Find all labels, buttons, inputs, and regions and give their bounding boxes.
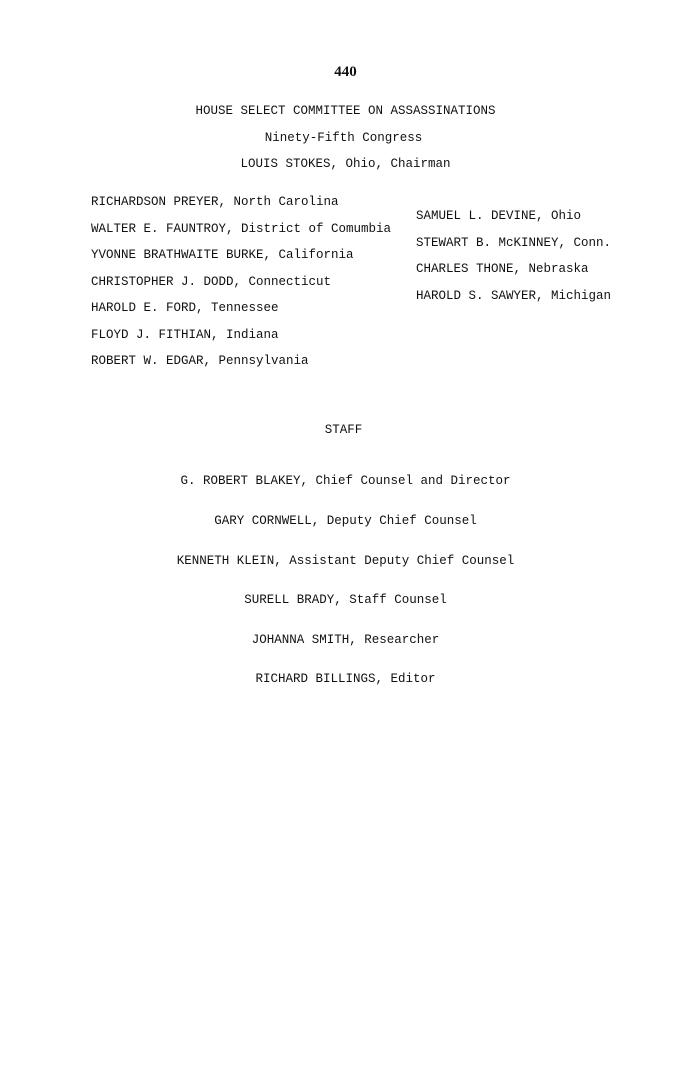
staff-line: RICHARD BILLINGS, Editor	[255, 672, 436, 687]
staff-line: GARY CORNWELL, Deputy Chief Counsel	[214, 514, 477, 529]
page-number: 440	[334, 64, 357, 80]
member-left-4: CHRISTOPHER J. DODD, Connecticut	[91, 275, 332, 289]
member-right-4: HAROLD S. SAWYER, Michigan	[416, 289, 612, 303]
member-left-3: YVONNE BRATHWAITE BURKE, California	[91, 248, 354, 262]
chairman-line: LOUIS STOKES, Ohio, Chairman	[240, 157, 451, 171]
member-left-6: FLOYD J. FITHIAN, Indiana	[91, 328, 279, 342]
member-left-1: RICHARDSON PREYER, North Carolina	[91, 195, 339, 209]
staff-heading: STAFF	[324, 423, 363, 437]
staff-line: SURELL BRADY, Staff Counsel	[244, 593, 447, 608]
staff-line: G. ROBERT BLAKEY, Chief Counsel and Director	[180, 474, 511, 489]
member-right-1: SAMUEL L. DEVINE, Ohio	[416, 209, 582, 223]
member-right-3: CHARLES THONE, Nebraska	[416, 262, 589, 276]
member-right-2: STEWART B. McKINNEY, Conn.	[416, 236, 612, 250]
member-left-2: WALTER E. FAUNTROY, District of Comumbia	[91, 222, 392, 236]
staff-line: KENNETH KLEIN, Assistant Deputy Chief Counsel	[176, 553, 515, 568]
committee-title: HOUSE SELECT COMMITTEE ON ASSASSINATIONS	[195, 104, 496, 118]
member-left-5: HAROLD E. FORD, Tennessee	[91, 301, 279, 315]
staff-list	[0, 449, 691, 700]
staff-line: JOHANNA SMITH, Researcher	[251, 632, 440, 647]
member-left-7: ROBERT W. EDGAR, Pennsylvania	[91, 354, 309, 368]
congress-label: Ninety-Fifth Congress	[264, 131, 423, 145]
